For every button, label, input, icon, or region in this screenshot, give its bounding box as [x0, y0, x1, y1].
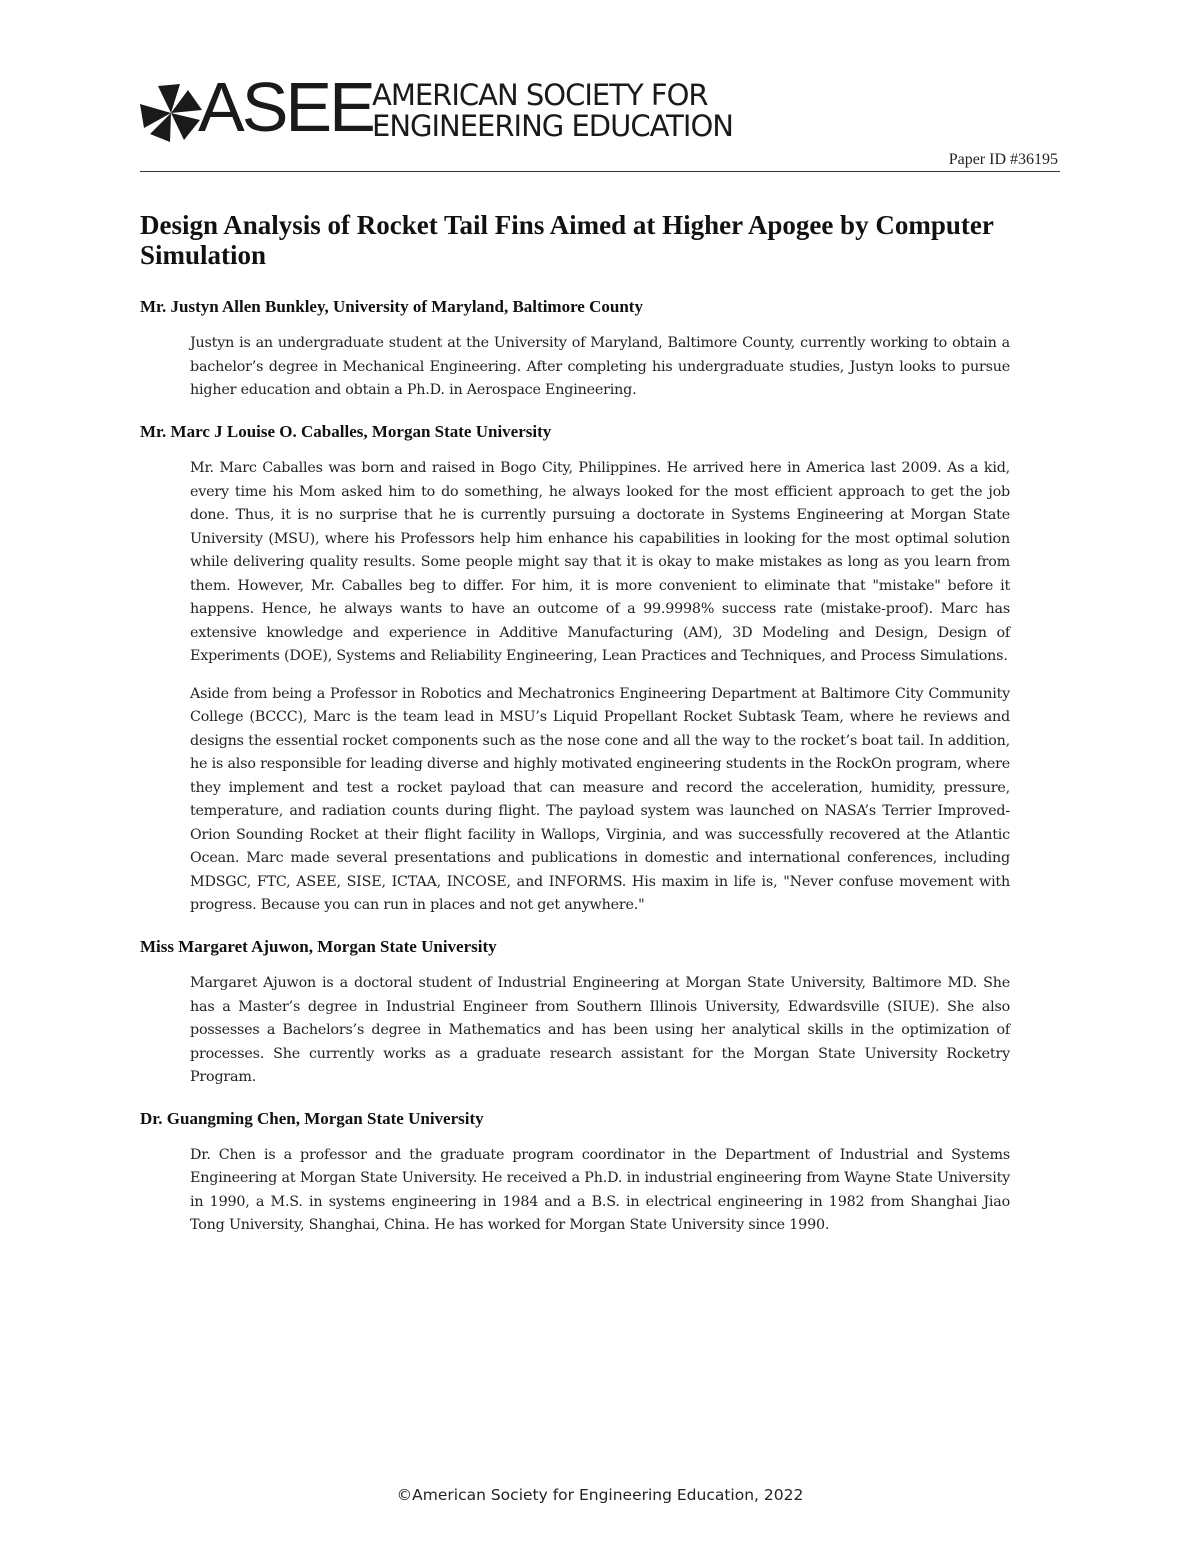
- logo-acronym: ASEE: [198, 68, 373, 146]
- author-bio: Dr. Chen is a professor and the graduate program coordinator in the Department of Industrial and Systems Engineering at Morgan State University. He received a Ph.D. in industrial engineering from Wayne State University in 1990, a M.S. in systems engineering in 1984 and a B.S. in electrical engineering in 1982 from Shanghai Jiao Tong University, Shanghai, China. He has worked for Morgan State University since 1990.: [190, 1146, 1010, 1234]
- paper-title: Design Analysis of Rocket Tail Fins Aimed at Higher Apogee by Computer Simulation: [140, 210, 994, 270]
- author-name: Mr. Justyn Allen Bunkley, University of Maryland, Baltimore County: [140, 297, 643, 316]
- author-block: [140, 421, 1010, 918]
- author-name: Mr. Marc J Louise O. Caballes, Morgan State University: [140, 421, 552, 441]
- asee-pinwheel-icon: [140, 84, 202, 142]
- copyright-footer: ©American Society for Engineering Education, 2022: [396, 1486, 804, 1504]
- paper-id: Paper ID #36195: [948, 151, 1058, 168]
- author-bio: Mr. Marc Caballes was born and raised in Bogo City, Philippines. He arrived here in America last 2009. As a kid, every time his Mom asked him to do something, he always looked for the most efficient approach to get the job done. Thus, it is no surprise that he is currently pursuing a doctorate in Systems Engineering at Morgan State University (MSU), where his Professors help him enhance his capabilities in looking for the most optimal solution while delivering quality results. Some people might say that it is okay to make mistakes as long as you learn from them. However, Mr. Caballes beg to differ. For him, it is more convenient to eliminate that "mistake" before it happens. Hence, he always wants to have an outcome of a 99.9998% success rate (mistake-proof). Marc has extensive knowledge and experience in Additive Manufacturing (AM), 3D Modeling and Design, Design of Experiments (DOE), Systems and Reliability Engineering, Lean Practices and Techniques, and Process Simulations.: [190, 460, 1010, 665]
- author-name: Miss Margaret Ajuwon, Morgan State University: [140, 936, 497, 956]
- logo-text: [372, 80, 733, 142]
- author-bio: Justyn is an undergraduate student at the University of Maryland, Baltimore County, currently working to obtain a bachelor’s degree in Mechanical Engineering. After completing his undergraduate studies, Justyn looks to pursue higher education and obtain a Ph.D. in Aerospace Engineering.: [190, 335, 1010, 399]
- logo-line-1: AMERICAN SOCIETY FOR: [372, 78, 708, 112]
- author-bio: Margaret Ajuwon is a doctoral student of Industrial Engineering at Morgan State University, Baltimore MD. She has a Master’s degree in Industrial Engineer from Southern Illinois University, Edwardsville (SIUE). She also possesses a Bachelors’s degree in Mathematics and has been using her analytical skills in the optimization of processes. She currently works as a graduate research assistant for the Morgan State University Rocketry Program.: [190, 975, 1010, 1086]
- author-name: Dr. Guangming Chen, Morgan State University: [140, 1108, 484, 1128]
- asee-logo: [140, 68, 760, 146]
- author-block: [140, 936, 1010, 1090]
- paper-body: [140, 210, 1010, 1256]
- logo-line-2: ENGINEERING EDUCATION: [372, 109, 733, 143]
- author-block: [140, 296, 1010, 403]
- author-bio: Aside from being a Professor in Robotics and Mechatronics Engineering Department at Baltimore City Community College (BCCC), Marc is the team lead in MSU’s Liquid Propellant Rocket Subtask Team, where he reviews and designs the essential rocket components such as the nose cone and all the way to the rocket’s boat tail. In addition, he is also responsible for leading diverse and highly motivated engineering students in the RockOn program, where they implement and test a rocket payload that can measure and record the acceleration, humidity, pressure, temperature, and radiation counts during flight. The payload system was launched on NASA’s Terrier Improved-Orion Sounding Rocket at their flight facility in Wallops, Virginia, and was successfully recovered at the Atlantic Ocean. Marc made several presentations and publications in domestic and international conferences, including MDSGC, FTC, ASEE, SISE, ICTAA, INCOSE, and INFORMS. His maxim in life is, "Never confuse movement with progress. Because you can run in places and not get anywhere.": [190, 685, 1010, 914]
- header-divider: [140, 171, 1060, 172]
- author-block: [140, 1108, 1010, 1238]
